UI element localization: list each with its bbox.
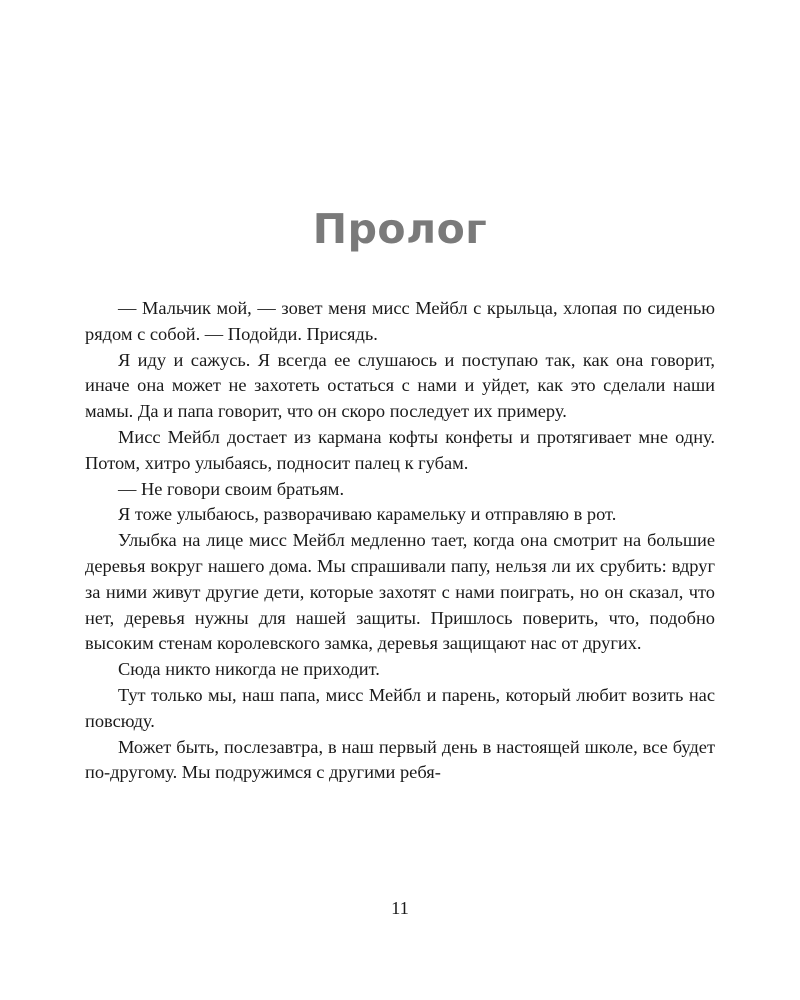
paragraph: Может быть, послезавтра, в наш первый день в настоящей школе, все будет по-другому. Мы подружимся с другими ребя-	[85, 736, 715, 783]
paragraph: Улыбка на лице мисс Мейбл медленно тает, когда она смотрит на большие деревья вокруг нашего дома. Мы спрашивали папу, нельзя ли их срубить: вдруг за ними живут другие дети, которые захотят с нами поиграть, но он сказал, что нет, деревья нужны для нашей защиты. Пришлось поверить, что, подобно высоким стенам королевского замка, деревья защищают нас от других.	[85, 530, 715, 654]
paragraph: Мисс Мейбл достает из кармана кофты конфеты и протягивает мне одну. Потом, хитро улыбаясь, подносит палец к губам.	[85, 426, 715, 473]
paragraph: — Не говори своим братьям.	[118, 478, 345, 499]
paragraph: Я иду и сажусь. Я всегда ее слушаюсь и поступаю так, как она говорит, иначе она может не захотеть остаться с нами и уйдет, как это сделали наши мамы. Да и папа говорит, что он скоро последует их примеру.	[85, 349, 715, 422]
paragraph: — Мальчик мой, — зовет меня мисс Мейбл с крыльца, хлопая по сиденью рядом с собой. — Подойди. Присядь.	[85, 298, 715, 344]
body-text	[85, 296, 715, 786]
page-title: Пролог	[312, 205, 488, 253]
paragraph: Тут только мы, наш папа, мисс Мейбл и парень, который любит возить нас повсюду.	[85, 684, 715, 731]
paragraph: Сюда никто никогда не приходит.	[118, 659, 380, 680]
paragraph: Я тоже улыбаюсь, разворачиваю карамельку и отправляю в рот.	[118, 504, 617, 525]
page-number: 11	[391, 898, 409, 918]
